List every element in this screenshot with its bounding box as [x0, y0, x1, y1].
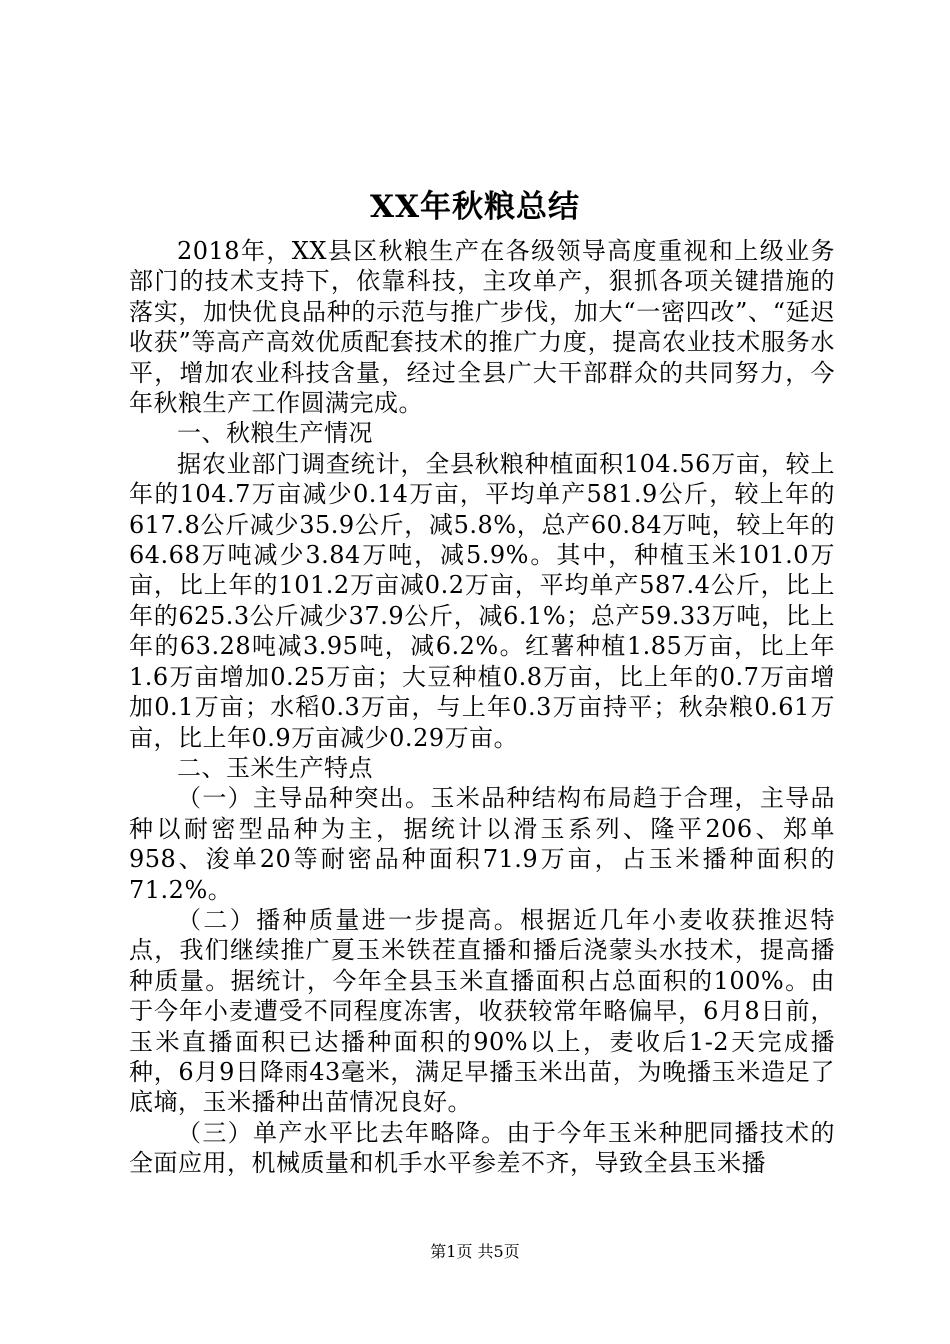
section-heading-2: 二、玉米生产特点: [177, 753, 373, 782]
paragraph-intro: 2018年，XX县区秋粮生产在各级领导高度重视和上级业务部门的技术支持下，依靠科技，主攻单产，狠抓各项关键措施的落实，加快优良品种的示范与推广步伐，加大“一密四改”、“延迟收获”等高产高效优质配套技术的推广力度，提高农业技术服务水平，增加农业科技含量，经过全县广大干部群众的共同努力，今年秋粮生产工作圆满完成。: [129, 237, 835, 418]
paragraph-point-1: （一）主导品种突出。玉米品种结构布局趋于合理，主导品种以耐密型品种为主，据统计以滑玉系列、隆平206、郑单958、浚单20等耐密品种面积71.9万亩，占玉米播种面积的71.2%。: [129, 784, 835, 904]
paragraph-point-3: （三）单产水平比去年略降。由于今年玉米种肥同播技术的全面应用，机械质量和机手水平参差不齐，导致全县玉米播: [129, 1118, 835, 1178]
section-heading-1: 一、秋粮生产情况: [177, 419, 373, 448]
document-body: [129, 236, 835, 1179]
page-number-footer: 第1页 共5页: [430, 1242, 520, 1261]
paragraph-point-2: （二）播种质量进一步提高。根据近几年小麦收获推迟特点，我们继续推广夏玉米铁茬直播和播后浇蒙头水技术，提高播种质量。据统计，今年全县玉米直播面积占总面积的100%。由于今年小麦遭受不同程度冻害，收获较常年略偏早，6月8日前，玉米直播面积已达播种面积的90%以上，麦收后1-2天完成播种，6月9日降雨43毫米，满足早播玉米出苗，为晚播玉米造足了底墒，玉米播种出苗情况良好。: [129, 905, 835, 1117]
document-title: XX年秋粮总结: [369, 189, 581, 225]
paragraph-production-stats: 据农业部门调查统计，全县秋粮种植面积104.56万亩，较上年的104.7万亩减少0.14万亩，平均单产581.9公斤，较上年的617.8公斤减少35.9公斤，减5.8%，总产60.84万吨，较上年的64.68万吨减少3.84万吨，减5.9%。其中，种植玉米101.0万亩，比上年的101.2万亩减0.2万亩，平均单产587.4公斤，比上年的625.3公斤减少37.9公斤，减6.1%；总产59.33万吨，比上年的63.28吨减3.95吨，减6.2%。红薯种植1.85万亩，比上年1.6万亩增加0.25万亩；大豆种植0.8万亩，比上年的0.7万亩增加0.1万亩；水稻0.3万亩，与上年0.3万亩持平；秋杂粮0.61万亩，比上年0.9万亩减少0.29万亩。: [129, 449, 835, 752]
